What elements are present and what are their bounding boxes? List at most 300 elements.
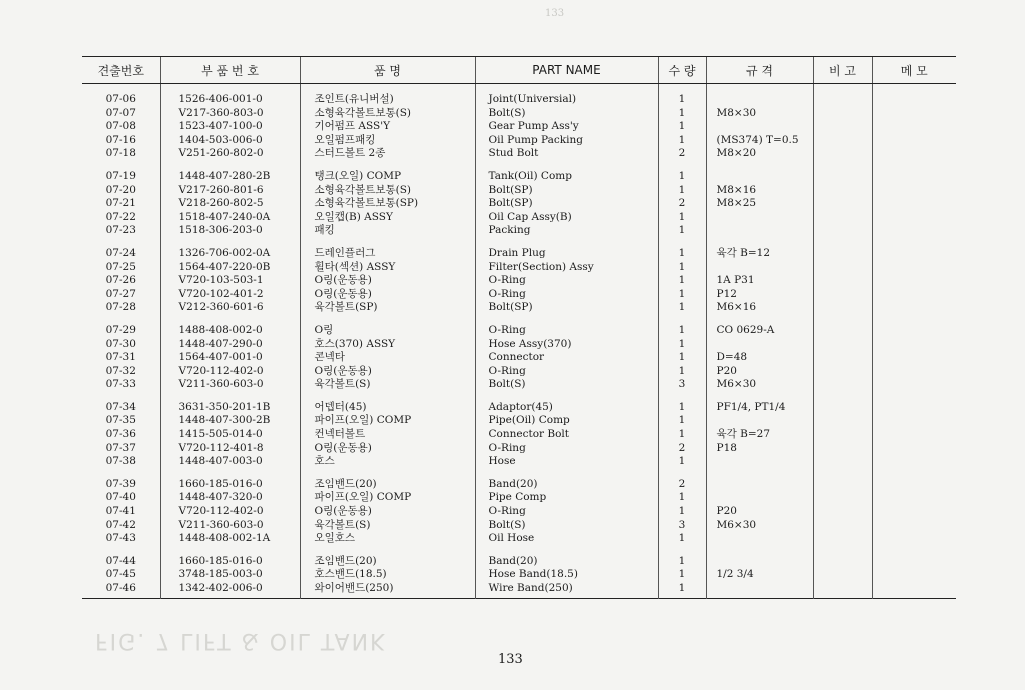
cell-memo bbox=[872, 247, 956, 261]
cell-name-kr: 소형육각볼트보통(SP) bbox=[300, 197, 475, 211]
cell-name-kr: 파이프(오일) COMP bbox=[300, 414, 475, 428]
cell-part-name: Bolt(SP) bbox=[475, 197, 658, 211]
table-row bbox=[82, 442, 956, 456]
cell-remark bbox=[813, 582, 872, 598]
cell-ref: 07-06 bbox=[105, 93, 136, 105]
cell-name-kr: 육각볼트(SP) bbox=[300, 301, 475, 315]
group-spacer bbox=[82, 84, 956, 94]
parts-table bbox=[82, 56, 956, 599]
cell-spec: D=48 bbox=[706, 351, 813, 365]
cell-ref: 07-45 bbox=[105, 568, 136, 581]
table-row bbox=[82, 351, 956, 365]
table-row bbox=[82, 120, 956, 134]
cell-spec: CO 0629-A bbox=[706, 324, 813, 338]
cell-qty: 1 bbox=[658, 324, 706, 338]
cell-remark bbox=[813, 134, 872, 148]
cell-qty: 1 bbox=[658, 414, 706, 428]
cell-memo bbox=[872, 428, 956, 442]
table-row bbox=[82, 274, 956, 288]
cell-memo bbox=[872, 324, 956, 338]
cell-part-name: Tank(Oil) Comp bbox=[475, 170, 658, 184]
table-row bbox=[82, 324, 956, 338]
cell-name-kr: 호스밴드(18.5) bbox=[300, 568, 475, 582]
cell-ref: 07-29 bbox=[105, 323, 136, 336]
cell-part-name: Gear Pump Ass'y bbox=[475, 120, 658, 134]
cell-part-name: O-Ring bbox=[475, 274, 658, 288]
cell-part-name: Connector bbox=[475, 351, 658, 365]
cell-memo bbox=[872, 582, 956, 598]
cell-name-kr: 탱크(오일) COMP bbox=[300, 170, 475, 184]
cell-name-kr: 어뎁터(45) bbox=[300, 401, 475, 415]
cell-ref: 07-23 bbox=[105, 224, 136, 237]
group-spacer bbox=[82, 315, 956, 324]
cell-memo bbox=[872, 107, 956, 121]
cell-part-name: Bolt(S) bbox=[475, 107, 658, 121]
cell-qty: 2 bbox=[658, 478, 706, 492]
cell-remark bbox=[813, 120, 872, 134]
cell-name-kr: 오일펌프패킹 bbox=[300, 134, 475, 148]
cell-qty: 3 bbox=[658, 519, 706, 533]
cell-ref: 07-31 bbox=[105, 351, 136, 364]
cell-remark bbox=[813, 532, 872, 546]
cell-part-no: 1404-503-006-0 bbox=[160, 134, 300, 148]
cell-qty: 1 bbox=[658, 274, 706, 288]
cell-memo bbox=[872, 351, 956, 365]
cell-part-name: Bolt(SP) bbox=[475, 184, 658, 198]
cell-part-name: O-Ring bbox=[475, 365, 658, 379]
cell-part-name: Filter(Section) Assy bbox=[475, 261, 658, 275]
cell-memo bbox=[872, 491, 956, 505]
cell-part-no: 1564-407-001-0 bbox=[160, 351, 300, 365]
cell-part-name: Band(20) bbox=[475, 478, 658, 492]
cell-memo bbox=[872, 147, 956, 161]
cell-qty: 1 bbox=[658, 568, 706, 582]
cell-ref: 07-26 bbox=[105, 274, 136, 287]
cell-remark bbox=[813, 505, 872, 519]
cell-qty: 1 bbox=[658, 532, 706, 546]
cell-name-kr: 와이어밴드(250) bbox=[300, 582, 475, 598]
table-row bbox=[82, 247, 956, 261]
cell-spec: 1A P31 bbox=[706, 274, 813, 288]
cell-spec: M8×30 bbox=[706, 107, 813, 121]
table-row bbox=[82, 224, 956, 238]
cell-name-kr: O링(운동용) bbox=[300, 442, 475, 456]
cell-remark bbox=[813, 568, 872, 582]
header-ref: 견출번호 bbox=[82, 57, 160, 84]
cell-memo bbox=[872, 301, 956, 315]
cell-name-kr: 컨넥터볼트 bbox=[300, 428, 475, 442]
group-spacer bbox=[82, 392, 956, 401]
cell-part-no: V211-360-603-0 bbox=[160, 519, 300, 533]
cell-part-no: 1518-306-203-0 bbox=[160, 224, 300, 238]
cell-remark bbox=[813, 211, 872, 225]
cell-name-kr: 조임밴드(20) bbox=[300, 555, 475, 569]
table-row bbox=[82, 414, 956, 428]
cell-part-no: V720-103-503-1 bbox=[160, 274, 300, 288]
cell-part-no: V212-360-601-6 bbox=[160, 301, 300, 315]
cell-part-no: 1448-407-320-0 bbox=[160, 491, 300, 505]
header-remark: 비 고 bbox=[813, 57, 872, 84]
table-row bbox=[82, 134, 956, 148]
cell-remark bbox=[813, 401, 872, 415]
cell-remark bbox=[813, 107, 872, 121]
cell-remark bbox=[813, 184, 872, 198]
cell-qty: 1 bbox=[658, 211, 706, 225]
cell-part-name: Joint(Universial) bbox=[475, 93, 658, 107]
cell-ref: 07-38 bbox=[105, 455, 136, 468]
cell-name-kr: 호스 bbox=[300, 455, 475, 469]
cell-qty: 1 bbox=[658, 288, 706, 302]
cell-spec: M6×30 bbox=[706, 519, 813, 533]
cell-ref: 07-22 bbox=[105, 210, 136, 223]
cell-part-name: Hose Band(18.5) bbox=[475, 568, 658, 582]
group-spacer bbox=[82, 469, 956, 478]
cell-part-name: Bolt(S) bbox=[475, 519, 658, 533]
cell-spec: M6×16 bbox=[706, 301, 813, 315]
cell-part-no: V720-112-401-8 bbox=[160, 442, 300, 456]
cell-memo bbox=[872, 555, 956, 569]
cell-spec bbox=[706, 170, 813, 184]
cell-part-no: 3748-185-003-0 bbox=[160, 568, 300, 582]
cell-name-kr: 조임밴드(20) bbox=[300, 478, 475, 492]
cell-memo bbox=[872, 378, 956, 392]
bleed-through-figure-caption: FIG. 7 LIFT & OIL TANK bbox=[95, 628, 387, 653]
cell-qty: 1 bbox=[658, 120, 706, 134]
cell-part-name: Oil Hose bbox=[475, 532, 658, 546]
cell-ref: 07-32 bbox=[105, 364, 136, 377]
cell-spec: M6×30 bbox=[706, 378, 813, 392]
cell-part-name: Band(20) bbox=[475, 555, 658, 569]
cell-spec: M8×16 bbox=[706, 184, 813, 198]
cell-part-name: Pipe Comp bbox=[475, 491, 658, 505]
cell-part-no: 1523-407-100-0 bbox=[160, 120, 300, 134]
cell-memo bbox=[872, 134, 956, 148]
cell-ref: 07-40 bbox=[105, 491, 136, 504]
cell-part-name: Wire Band(250) bbox=[475, 582, 658, 598]
cell-name-kr: O링(운동용) bbox=[300, 505, 475, 519]
table-row bbox=[82, 582, 956, 598]
cell-spec: P12 bbox=[706, 288, 813, 302]
cell-ref: 07-46 bbox=[105, 582, 136, 594]
cell-remark bbox=[813, 338, 872, 352]
cell-part-name: Bolt(SP) bbox=[475, 301, 658, 315]
cell-ref: 07-21 bbox=[105, 197, 136, 210]
cell-ref: 07-36 bbox=[105, 428, 136, 441]
table-row bbox=[82, 401, 956, 415]
cell-spec: (MS374) T=0.5 bbox=[706, 134, 813, 148]
cell-name-kr: 오일캡(B) ASSY bbox=[300, 211, 475, 225]
cell-part-name: Stud Bolt bbox=[475, 147, 658, 161]
cell-memo bbox=[872, 170, 956, 184]
cell-part-name: O-Ring bbox=[475, 324, 658, 338]
cell-part-no: V218-260-802-5 bbox=[160, 197, 300, 211]
table-row bbox=[82, 288, 956, 302]
cell-name-kr: 패킹 bbox=[300, 224, 475, 238]
cell-qty: 2 bbox=[658, 442, 706, 456]
cell-qty: 1 bbox=[658, 93, 706, 107]
cell-spec bbox=[706, 532, 813, 546]
cell-qty: 1 bbox=[658, 184, 706, 198]
cell-spec: 1/2 3/4 bbox=[706, 568, 813, 582]
cell-memo bbox=[872, 532, 956, 546]
cell-remark bbox=[813, 351, 872, 365]
cell-spec: P20 bbox=[706, 505, 813, 519]
cell-qty: 1 bbox=[658, 247, 706, 261]
cell-qty: 3 bbox=[658, 378, 706, 392]
table-row bbox=[82, 170, 956, 184]
cell-remark bbox=[813, 247, 872, 261]
cell-qty: 1 bbox=[658, 401, 706, 415]
cell-part-name: Packing bbox=[475, 224, 658, 238]
cell-name-kr: 육각볼트(S) bbox=[300, 519, 475, 533]
cell-name-kr: 기어펌프 ASS'Y bbox=[300, 120, 475, 134]
cell-qty: 1 bbox=[658, 491, 706, 505]
cell-ref: 07-42 bbox=[105, 518, 136, 531]
cell-spec bbox=[706, 491, 813, 505]
table-row bbox=[82, 568, 956, 582]
cell-remark bbox=[813, 288, 872, 302]
cell-name-kr: 스터드볼트 2종 bbox=[300, 147, 475, 161]
cell-spec: 육각 B=12 bbox=[706, 247, 813, 261]
cell-part-no: V720-112-402-0 bbox=[160, 365, 300, 379]
cell-part-name: Drain Plug bbox=[475, 247, 658, 261]
cell-ref: 07-34 bbox=[105, 400, 136, 413]
cell-part-no: 1526-406-001-0 bbox=[160, 93, 300, 107]
cell-remark bbox=[813, 261, 872, 275]
cell-name-kr: O링(운동용) bbox=[300, 365, 475, 379]
cell-qty: 1 bbox=[658, 365, 706, 379]
group-spacer bbox=[82, 546, 956, 555]
cell-part-no: 1342-402-006-0 bbox=[160, 582, 300, 598]
cell-ref: 07-28 bbox=[105, 301, 136, 314]
table-row bbox=[82, 197, 956, 211]
table-row bbox=[82, 378, 956, 392]
cell-ref: 07-37 bbox=[105, 441, 136, 454]
cell-part-name: Hose bbox=[475, 455, 658, 469]
cell-spec bbox=[706, 555, 813, 569]
cell-spec bbox=[706, 455, 813, 469]
cell-spec: 육각 B=27 bbox=[706, 428, 813, 442]
cell-memo bbox=[872, 455, 956, 469]
cell-part-name: Adaptor(45) bbox=[475, 401, 658, 415]
cell-name-kr: 소형육각볼트보통(S) bbox=[300, 107, 475, 121]
cell-remark bbox=[813, 519, 872, 533]
header-part-no: 부 품 번 호 bbox=[160, 57, 300, 84]
cell-part-no: 1326-706-002-0A bbox=[160, 247, 300, 261]
cell-ref: 07-30 bbox=[105, 337, 136, 350]
cell-ref: 07-43 bbox=[105, 532, 136, 545]
cell-qty: 1 bbox=[658, 505, 706, 519]
cell-ref: 07-18 bbox=[105, 147, 136, 160]
cell-part-name: O-Ring bbox=[475, 505, 658, 519]
cell-memo bbox=[872, 120, 956, 134]
page-number: 133 bbox=[498, 652, 523, 667]
cell-memo bbox=[872, 184, 956, 198]
cell-name-kr: 오일호스 bbox=[300, 532, 475, 546]
faint-page-mark: 133 bbox=[545, 8, 565, 19]
cell-remark bbox=[813, 555, 872, 569]
cell-memo bbox=[872, 274, 956, 288]
table-row bbox=[82, 301, 956, 315]
cell-part-name: O-Ring bbox=[475, 288, 658, 302]
cell-part-name: Hose Assy(370) bbox=[475, 338, 658, 352]
cell-spec: PF1/4, PT1/4 bbox=[706, 401, 813, 415]
cell-spec bbox=[706, 120, 813, 134]
cell-remark bbox=[813, 301, 872, 315]
cell-spec: M8×25 bbox=[706, 197, 813, 211]
cell-remark bbox=[813, 478, 872, 492]
cell-part-no: 1448-408-002-1A bbox=[160, 532, 300, 546]
cell-qty: 1 bbox=[658, 555, 706, 569]
cell-part-no: 1415-505-014-0 bbox=[160, 428, 300, 442]
cell-ref: 07-08 bbox=[105, 120, 136, 133]
cell-qty: 1 bbox=[658, 428, 706, 442]
cell-part-no: 1448-407-003-0 bbox=[160, 455, 300, 469]
header-row bbox=[82, 57, 956, 84]
cell-memo bbox=[872, 442, 956, 456]
cell-name-kr: 드레인플러그 bbox=[300, 247, 475, 261]
cell-qty: 1 bbox=[658, 338, 706, 352]
cell-part-name: Oil Pump Packing bbox=[475, 134, 658, 148]
cell-part-name: Bolt(S) bbox=[475, 378, 658, 392]
cell-part-no: 1448-407-290-0 bbox=[160, 338, 300, 352]
cell-remark bbox=[813, 414, 872, 428]
cell-ref: 07-39 bbox=[105, 477, 136, 490]
cell-spec bbox=[706, 478, 813, 492]
cell-remark bbox=[813, 197, 872, 211]
cell-ref: 07-41 bbox=[105, 505, 136, 518]
table-row bbox=[82, 93, 956, 107]
table-row bbox=[82, 365, 956, 379]
group-spacer bbox=[82, 161, 956, 170]
cell-memo bbox=[872, 261, 956, 275]
cell-part-no: 3631-350-201-1B bbox=[160, 401, 300, 415]
table-row bbox=[82, 338, 956, 352]
cell-memo bbox=[872, 93, 956, 107]
cell-remark bbox=[813, 378, 872, 392]
cell-memo bbox=[872, 401, 956, 415]
table-row bbox=[82, 211, 956, 225]
cell-ref: 07-27 bbox=[105, 287, 136, 300]
cell-part-no: V251-260-802-0 bbox=[160, 147, 300, 161]
cell-remark bbox=[813, 170, 872, 184]
header-memo: 메 모 bbox=[872, 57, 956, 84]
cell-name-kr: 콘넥타 bbox=[300, 351, 475, 365]
cell-qty: 1 bbox=[658, 170, 706, 184]
cell-memo bbox=[872, 197, 956, 211]
cell-memo bbox=[872, 505, 956, 519]
cell-qty: 1 bbox=[658, 107, 706, 121]
cell-part-name: Pipe(Oil) Comp bbox=[475, 414, 658, 428]
cell-part-no: 1660-185-016-0 bbox=[160, 478, 300, 492]
cell-part-no: V211-360-603-0 bbox=[160, 378, 300, 392]
cell-remark bbox=[813, 455, 872, 469]
cell-spec bbox=[706, 211, 813, 225]
cell-spec: M8×20 bbox=[706, 147, 813, 161]
header-qty: 수 량 bbox=[658, 57, 706, 84]
cell-ref: 07-33 bbox=[105, 378, 136, 391]
cell-part-no: V720-102-401-2 bbox=[160, 288, 300, 302]
cell-qty: 1 bbox=[658, 455, 706, 469]
cell-memo bbox=[872, 365, 956, 379]
cell-spec bbox=[706, 224, 813, 238]
cell-part-name: Connector Bolt bbox=[475, 428, 658, 442]
group-spacer bbox=[82, 238, 956, 247]
cell-ref: 07-07 bbox=[105, 106, 136, 119]
cell-part-no: 1488-408-002-0 bbox=[160, 324, 300, 338]
cell-spec bbox=[706, 338, 813, 352]
table-row bbox=[82, 555, 956, 569]
cell-qty: 1 bbox=[658, 301, 706, 315]
cell-remark bbox=[813, 324, 872, 338]
cell-name-kr: O링 bbox=[300, 324, 475, 338]
cell-qty: 1 bbox=[658, 134, 706, 148]
table-row bbox=[82, 184, 956, 198]
cell-ref: 07-35 bbox=[105, 414, 136, 427]
cell-qty: 1 bbox=[658, 351, 706, 365]
cell-remark bbox=[813, 442, 872, 456]
cell-ref: 07-25 bbox=[105, 260, 136, 273]
cell-name-kr: 육각볼트(S) bbox=[300, 378, 475, 392]
cell-memo bbox=[872, 519, 956, 533]
cell-ref: 07-24 bbox=[105, 246, 136, 259]
cell-memo bbox=[872, 414, 956, 428]
table-row bbox=[82, 491, 956, 505]
cell-remark bbox=[813, 274, 872, 288]
header-part-name: PART NAME bbox=[475, 57, 658, 84]
cell-qty: 1 bbox=[658, 582, 706, 598]
cell-spec bbox=[706, 414, 813, 428]
table-row bbox=[82, 519, 956, 533]
cell-name-kr: O링(운동용) bbox=[300, 274, 475, 288]
cell-spec bbox=[706, 582, 813, 598]
cell-memo bbox=[872, 478, 956, 492]
cell-remark bbox=[813, 147, 872, 161]
cell-remark bbox=[813, 224, 872, 238]
table-row bbox=[82, 478, 956, 492]
table-row bbox=[82, 261, 956, 275]
cell-qty: 2 bbox=[658, 197, 706, 211]
cell-memo bbox=[872, 224, 956, 238]
cell-ref: 07-20 bbox=[105, 183, 136, 196]
cell-name-kr: 소형육각볼트보통(S) bbox=[300, 184, 475, 198]
cell-ref: 07-44 bbox=[105, 554, 136, 567]
cell-name-kr: 조인트(유니버설) bbox=[300, 93, 475, 107]
cell-remark bbox=[813, 428, 872, 442]
header-spec: 규 격 bbox=[706, 57, 813, 84]
cell-part-name: Oil Cap Assy(B) bbox=[475, 211, 658, 225]
cell-memo bbox=[872, 288, 956, 302]
cell-name-kr: 파이프(오일) COMP bbox=[300, 491, 475, 505]
cell-part-no: V217-260-801-6 bbox=[160, 184, 300, 198]
cell-ref: 07-16 bbox=[105, 133, 136, 146]
cell-remark bbox=[813, 93, 872, 107]
cell-part-no: 1564-407-220-0B bbox=[160, 261, 300, 275]
cell-spec bbox=[706, 261, 813, 275]
cell-ref: 07-19 bbox=[105, 169, 136, 182]
table-row bbox=[82, 428, 956, 442]
cell-part-no: V720-112-402-0 bbox=[160, 505, 300, 519]
table-row bbox=[82, 505, 956, 519]
cell-qty: 1 bbox=[658, 261, 706, 275]
cell-part-no: 1448-407-280-2B bbox=[160, 170, 300, 184]
cell-memo bbox=[872, 338, 956, 352]
cell-memo bbox=[872, 568, 956, 582]
cell-memo bbox=[872, 211, 956, 225]
cell-spec: P20 bbox=[706, 365, 813, 379]
cell-part-name: O-Ring bbox=[475, 442, 658, 456]
cell-part-no: 1448-407-300-2B bbox=[160, 414, 300, 428]
